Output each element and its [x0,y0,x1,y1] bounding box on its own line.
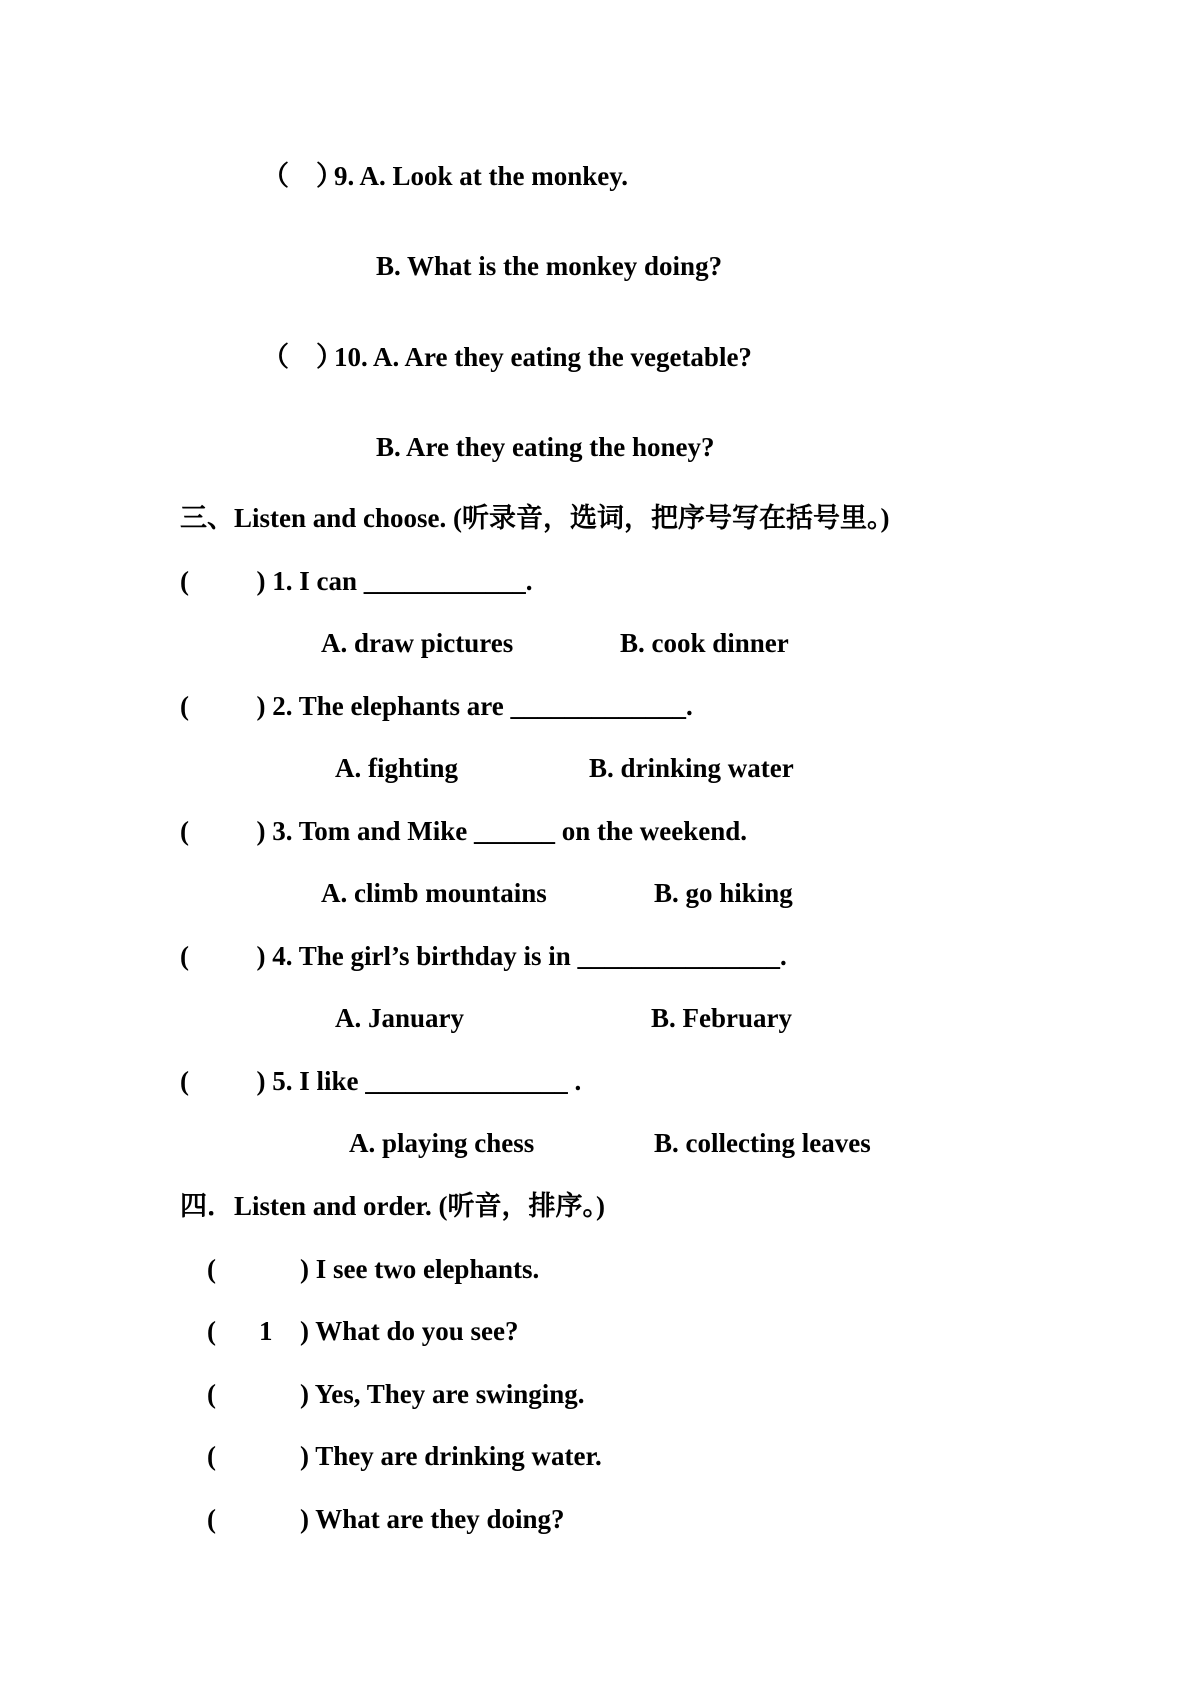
order-item-1-text: ) I see two elephants. [300,1254,540,1284]
q9-bracket[interactable]: （ ） [262,161,343,191]
order-item-1-open[interactable]: ( [207,1254,216,1284]
order-item-5-text: ) What are they doing? [300,1504,565,1534]
p3-q5-option-a: A. playing chess [349,1128,535,1158]
p3-q5-option-b: B. collecting leaves [654,1128,871,1158]
order-item-3-text: ) Yes, They are swinging. [300,1379,585,1409]
p3-q2-option-b: B. drinking water [589,753,794,783]
p3-q5-stem[interactable]: ( ) 5. I like _______________ . [180,1066,582,1096]
order-item-3-open[interactable]: ( [207,1379,216,1409]
q10-bracket[interactable]: （ ） [262,342,343,372]
p3-q4-stem[interactable]: ( ) 4. The girl’s birthday is in _______________. [180,941,787,971]
part4-heading: 四．Listen and order. (听音，排序。) [180,1191,606,1221]
order-item-5-open[interactable]: ( [207,1504,216,1534]
order-item-2-number[interactable]: 1 [259,1316,273,1346]
order-item-2-open[interactable]: ( [207,1316,216,1346]
order-item-4-open[interactable]: ( [207,1441,216,1471]
p3-q3-option-b: B. go hiking [654,878,793,908]
p3-q1-option-b: B. cook dinner [620,628,789,658]
p3-q4-option-a: A. January [335,1003,465,1033]
p3-q2-stem[interactable]: ( ) 2. The elephants are _____________. [180,691,693,721]
p3-q4-option-b: B. February [651,1003,792,1033]
p3-q1-stem[interactable]: ( ) 1. I can ____________. [180,566,533,596]
p3-q3-stem[interactable]: ( ) 3. Tom and Mike ______ on the weekend. [180,816,748,846]
q10-option-b: B. Are they eating the honey? [376,432,715,462]
q9-option-a: 9. A. Look at the monkey. [334,161,629,191]
p3-q3-option-a: A. climb mountains [321,878,547,908]
order-item-2-text: ) What do you see? [300,1316,519,1346]
q9-option-b: B. What is the monkey doing? [376,251,723,281]
p3-q1-option-a: A. draw pictures [321,628,514,658]
order-item-4-text: ) They are drinking water. [300,1441,602,1471]
q10-option-a: 10. A. Are they eating the vegetable? [334,342,752,372]
p3-q2-option-a: A. fighting [335,753,459,783]
part3-heading: 三、Listen and choose. (听录音，选词，把序号写在括号里。) [180,503,890,533]
